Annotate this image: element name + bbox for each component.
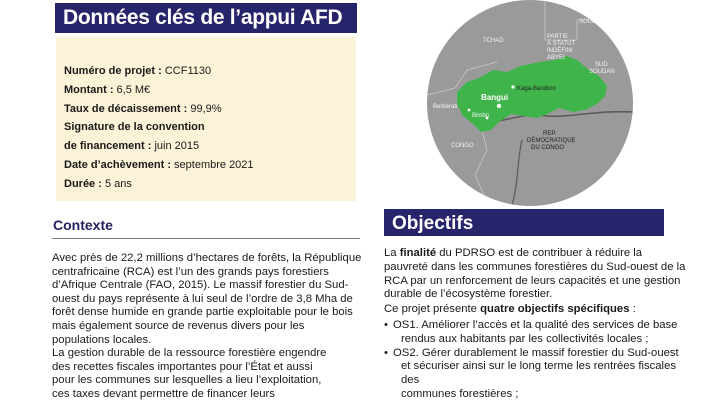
context-line: mais également source de revenus divers pour les xyxy=(52,319,305,332)
completion-date-field xyxy=(64,158,254,172)
label-sud: SUD xyxy=(595,62,608,68)
label-democratique: DÉMOCRATIQUE xyxy=(527,138,576,144)
text-bold: quatre objectifs spécifiques xyxy=(480,303,630,316)
context-heading xyxy=(52,217,360,239)
signature-field-line2 xyxy=(64,139,199,153)
field-label: Taux de décaissement : xyxy=(64,103,188,115)
label-indefini: INDÉFINI xyxy=(547,48,573,54)
key-data-title: Données clés de l’appui AFD xyxy=(55,3,357,33)
label-partie: PARTIE xyxy=(547,34,569,40)
text: du PDRSO est de contribuer à réduire la xyxy=(436,247,643,259)
disbursement-rate-field xyxy=(64,102,222,116)
objectives-paragraph-finalite xyxy=(384,247,693,261)
context-line: pour les communes sur lesquelles a lieu l’exploitation, xyxy=(52,374,322,387)
label-tchad: TCHAD xyxy=(483,38,504,44)
field-label: Date d’achèvement : xyxy=(64,159,171,171)
location-map xyxy=(427,0,633,206)
label-sud-soudan: SOUDAN xyxy=(589,69,615,75)
os1-text-2: rendus aux habitants par les collectivités locales ; xyxy=(401,332,649,345)
os1-text: OS1. Améliorer l’accès et la qualité des services de base xyxy=(393,318,678,331)
label-a-statut: À STATUT xyxy=(547,41,576,47)
context-line: forêt dense humide en grande partie exploitable pour le bois xyxy=(52,306,353,319)
project-number-field xyxy=(64,64,211,78)
label-soudan: SOUDAN xyxy=(579,19,605,25)
context-line: d’Afrique Centrale (FAO, 2015). Le massif forestier du Sud- xyxy=(52,279,349,292)
label-rep: REP. xyxy=(543,131,557,137)
objectives-line: RCA par un renforcement de leurs capacités et une gestion xyxy=(384,274,681,287)
objectives-title: Objectifs xyxy=(384,209,664,236)
field-label: de financement : xyxy=(64,140,152,152)
context-heading-text: Contexte xyxy=(53,217,113,233)
field-value: juin 2015 xyxy=(151,140,200,152)
field-value: 99,9% xyxy=(187,103,222,115)
field-value: 6,5 M€ xyxy=(113,84,151,96)
field-label: Numéro de projet : xyxy=(64,65,162,77)
objectives-list xyxy=(384,319,693,402)
duration-field xyxy=(64,177,132,191)
label-bangui: Bangui xyxy=(481,93,509,102)
field-label: Durée : xyxy=(64,178,102,190)
city-dot-bangui xyxy=(497,104,501,108)
context-line: centrafricaine (RCA) est l’un des grands pays forestiers xyxy=(52,265,329,278)
field-value: 5 ans xyxy=(101,178,132,190)
amount-field xyxy=(64,83,150,97)
os2-text: OS2. Gérer durablement le massif forestier du Sud-ouest xyxy=(393,346,679,359)
city-dot-berberati xyxy=(468,109,471,112)
context-line: ouest du pays représente à lui seul de l’ordre de 3,8 Mha de xyxy=(52,292,353,305)
os2-text-3: communes forestières ; xyxy=(401,387,519,400)
label-kaga-bandoro: Kaga-Bandoro xyxy=(517,86,556,92)
context-line: des recettes fiscales importantes pour l’État et aussi xyxy=(52,360,313,373)
label-bimbo: Bimbo xyxy=(472,113,490,119)
field-value: septembre 2021 xyxy=(170,159,254,171)
list-item-os2 xyxy=(384,347,693,402)
text: La xyxy=(384,247,400,259)
context-body xyxy=(52,252,363,402)
context-line: La gestion durable de la ressource forestière engendre xyxy=(52,347,327,360)
list-item-os1 xyxy=(384,319,693,347)
context-line: Avec près de 22,2 millions d’hectares de forêts, la République xyxy=(52,252,362,264)
context-line: populations locales. xyxy=(52,333,152,346)
label-du-congo: DU CONGO xyxy=(531,145,564,151)
context-line: ces taxes devant permettre de financer leurs xyxy=(52,387,275,400)
city-dot-kaga xyxy=(511,85,514,88)
objectives-intro xyxy=(384,303,693,317)
field-label: Signature de la convention xyxy=(64,121,205,133)
text-bold: finalité xyxy=(399,247,437,259)
objectives-line: durable de l’écosystème forestier. xyxy=(384,288,553,301)
text: Ce projet présente xyxy=(384,303,481,316)
signature-field-line1 xyxy=(64,120,205,134)
objectives-line: pauvreté dans les communes forestières du Sud-ouest de la xyxy=(384,260,686,273)
label-berberati: Berbérati xyxy=(433,104,458,110)
objectives-body xyxy=(384,247,693,402)
label-abyei: ABYEI xyxy=(547,55,565,61)
text: : xyxy=(629,303,636,316)
field-label: Montant : xyxy=(64,84,114,96)
os2-text-2: et sécuriser ainsi sur le long terme les rentrées fiscales des xyxy=(401,360,677,387)
label-congo: CONGO xyxy=(451,143,474,149)
field-value: CCF1130 xyxy=(161,65,212,77)
